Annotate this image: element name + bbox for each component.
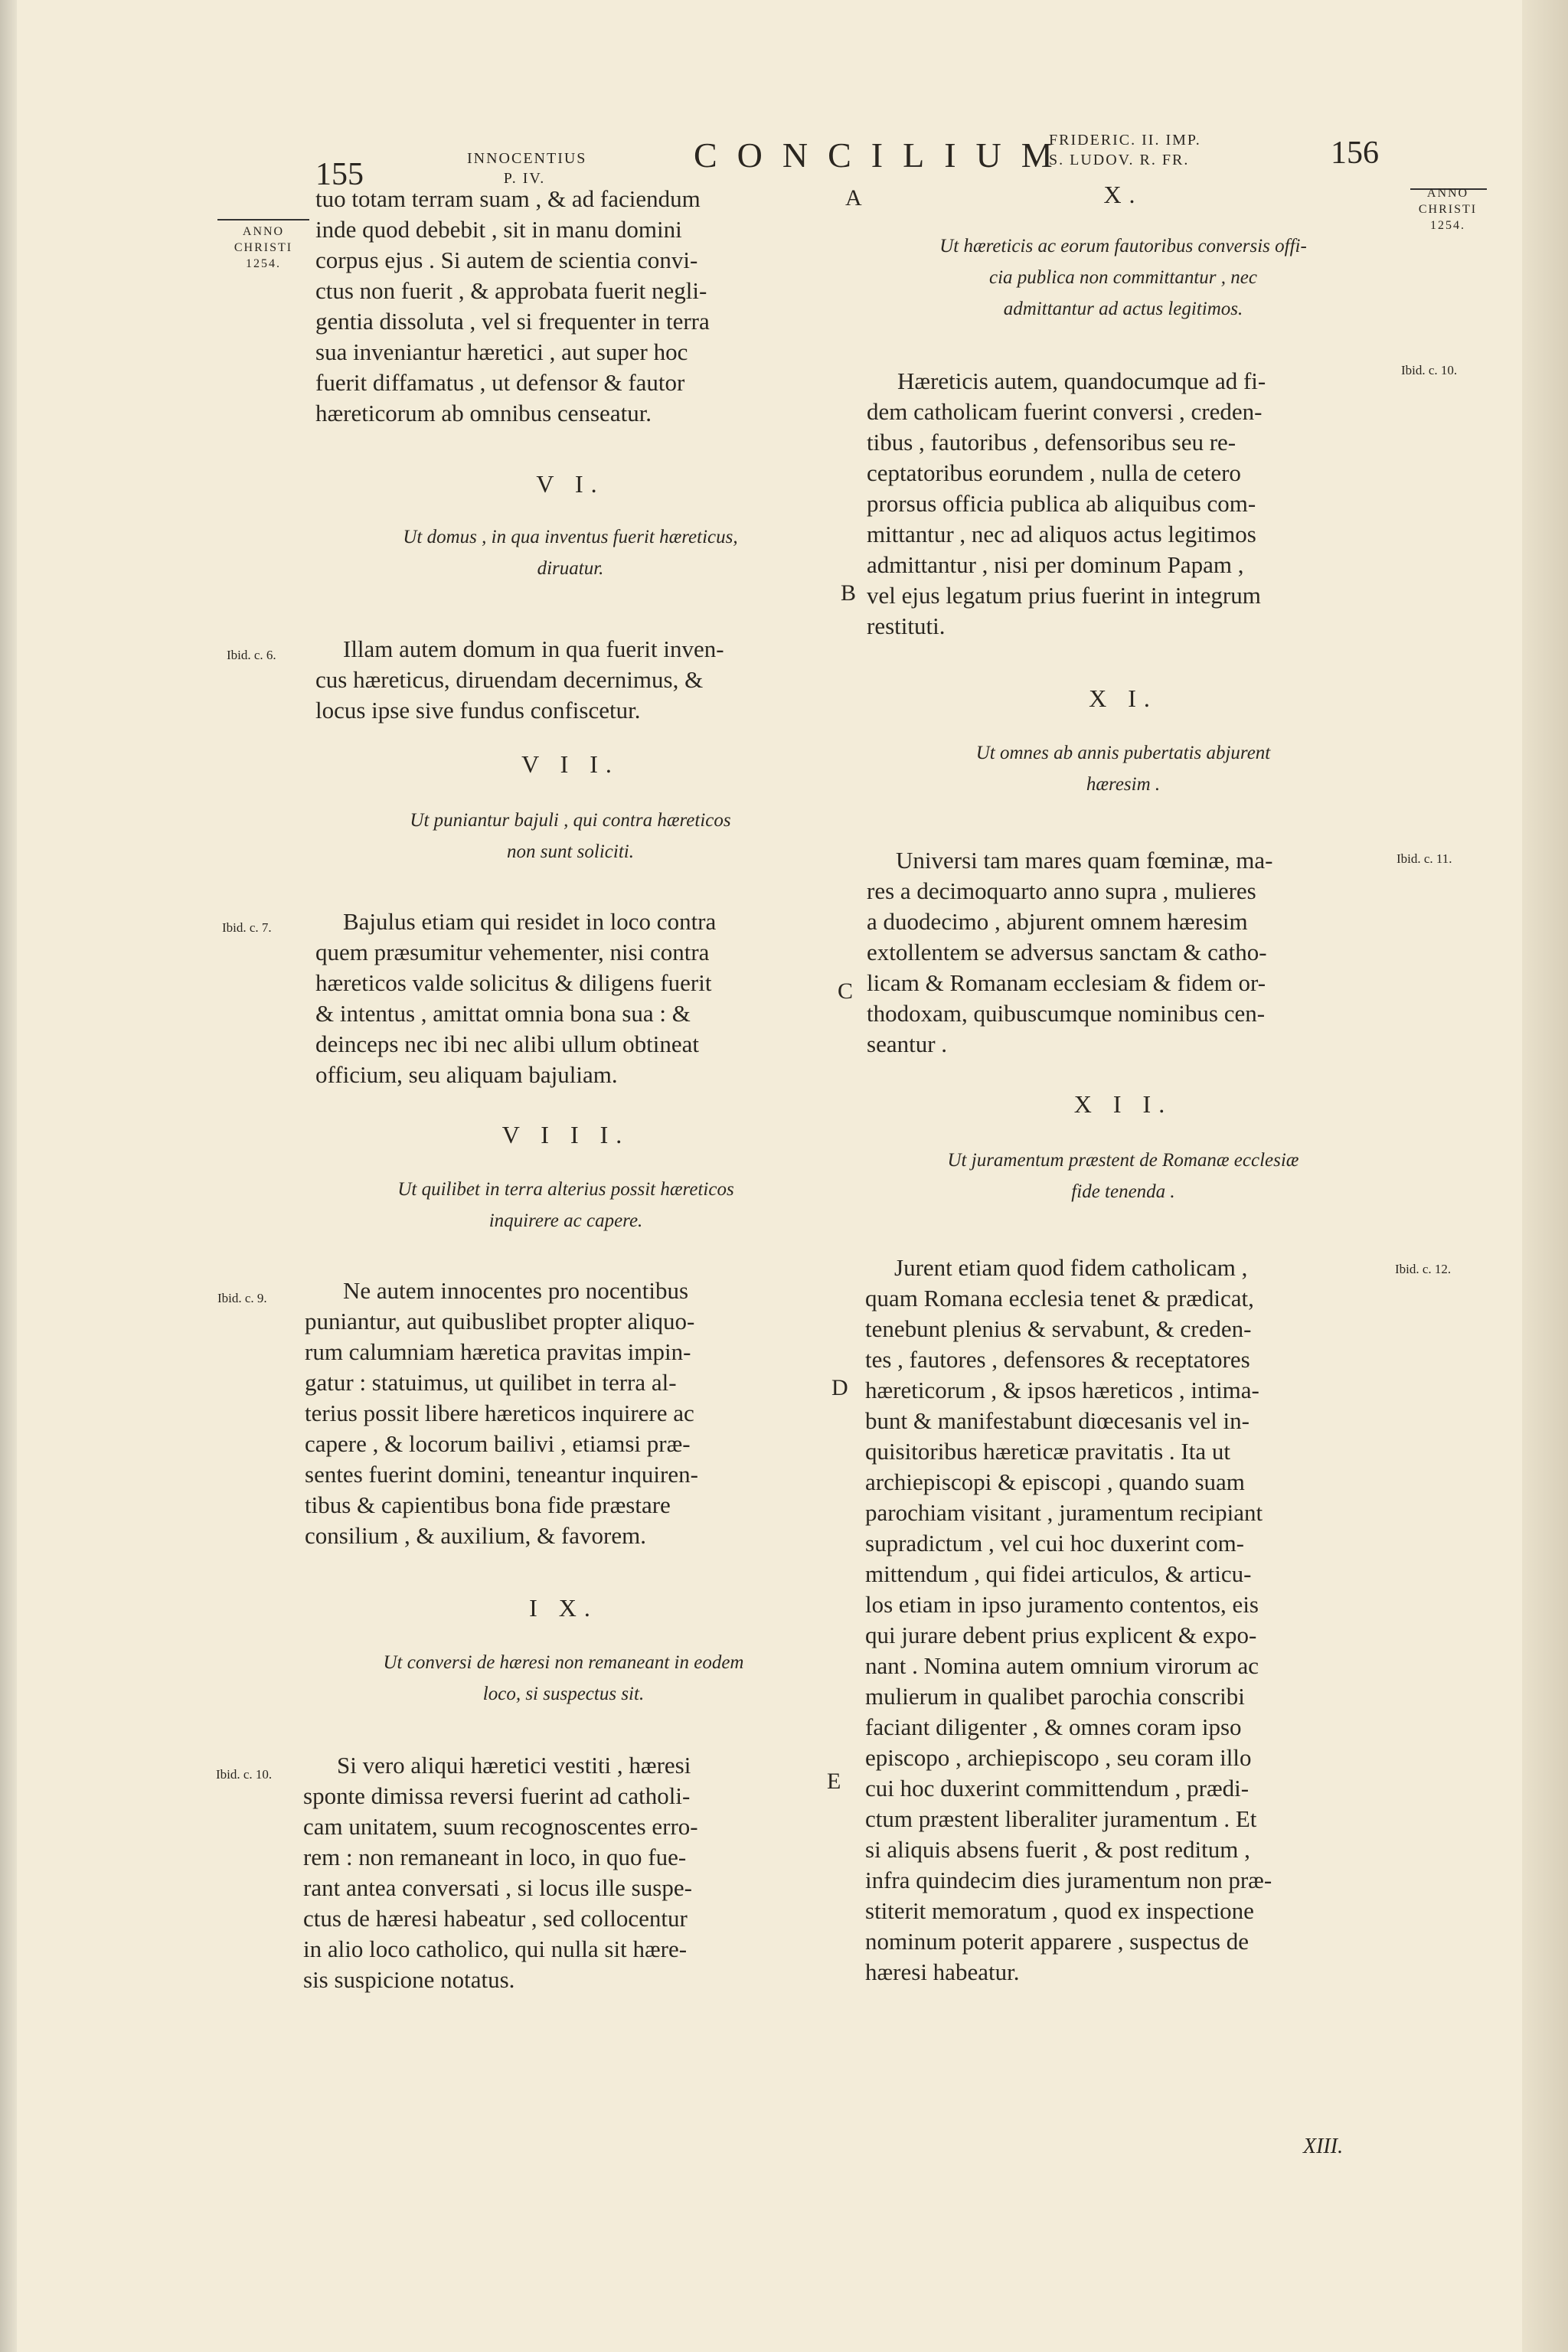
intro-line: gentia dissoluta , vel si frequenter in terra <box>315 308 710 335</box>
text-line: Universi tam mares quam fœminæ, ma- <box>896 847 1273 874</box>
intro-line: tuo totam terram suam , & ad faciendum <box>315 185 701 212</box>
section-vii-text-cont <box>315 937 825 1090</box>
text-line: si aliquis absens fuerit , & post reditum , <box>865 1836 1250 1863</box>
text-line: gatur : statuimus, ut quilibet in terra al- <box>305 1369 677 1396</box>
text-line: cui hoc duxerint committendum , prædi- <box>865 1775 1250 1802</box>
text-line: nant . Nomina autem omnium virorum ac <box>865 1652 1259 1679</box>
margin-ref-vii: Ibid. c. 7. <box>222 920 272 935</box>
text-line: hæreticorum , & ipsos hæreticos , intima- <box>865 1377 1259 1403</box>
section-viii <box>306 1121 825 1236</box>
text-line: hæresi habeatur. <box>865 1958 1020 1985</box>
section-paragraph <box>343 906 825 937</box>
running-head-right-line-1: FRIDERIC. II. IMP. <box>1049 132 1201 149</box>
text-line: nominum poterit apparere , suspectus de <box>865 1928 1250 1955</box>
section-letter-b: B <box>841 580 857 606</box>
text-line: ctum præstent liberaliter juramentum . Et <box>865 1805 1257 1832</box>
text-line: puniantur, aut quibuslibet propter aliquo- <box>305 1308 695 1334</box>
section-letter-a: A <box>845 185 862 211</box>
subtitle-line: Ut hæreticis ac eorum fautoribus conversis offi- <box>939 236 1307 256</box>
section-letter-d: D <box>831 1375 848 1400</box>
section-heading: X I. <box>1089 684 1158 712</box>
catchword: XIII. <box>1303 2135 1344 2158</box>
text-line: mittantur , nec ad aliquos actus legitimos <box>867 521 1256 547</box>
section-xii-text-cont <box>865 1283 1380 1988</box>
page-number-left: 155 <box>315 157 364 192</box>
margin-ref-x: Ibid. c. 10. <box>1401 363 1458 377</box>
section-subtitle <box>303 1647 824 1710</box>
text-line: vel ejus legatum prius fuerint in integrum <box>867 582 1261 609</box>
binding-gutter <box>0 0 17 2352</box>
section-paragraph <box>305 1306 825 1551</box>
section-subtitle <box>868 737 1378 800</box>
text-line: dem catholicam fuerint conversi , creden- <box>867 398 1263 425</box>
section-paragraph <box>867 876 1380 1060</box>
intro-line: corpus ejus . Si autem de scientia convi- <box>315 247 698 273</box>
subtitle-line: Ut conversi de hæresi non remaneant in eodem <box>383 1652 744 1673</box>
text-line: tes , fautores , defensores & receptatores <box>865 1346 1250 1373</box>
section-x-text-cont <box>867 397 1380 642</box>
section-vii <box>315 750 825 867</box>
text-line: restituti. <box>867 612 946 639</box>
margin-ref-xii: Ibid. c. 12. <box>1395 1262 1452 1276</box>
section-subtitle <box>315 805 825 867</box>
section-ix <box>303 1594 824 1710</box>
margin-year-left-3: 1254. <box>246 257 281 270</box>
section-xi <box>868 684 1378 800</box>
text-line: quisitoribus hæreticæ pravitatis . Ita ut <box>865 1438 1230 1465</box>
subtitle-line: diruatur. <box>537 558 604 579</box>
text-line: Ne autem innocentes pro nocentibus <box>343 1277 689 1304</box>
margin-year-left <box>210 224 317 272</box>
subtitle-line: Ut omnes ab annis pubertatis abjurent <box>975 743 1271 763</box>
section-paragraph <box>337 1750 824 1781</box>
subtitle-line: Ut juramentum præstent de Romanæ ecclesiæ <box>947 1150 1299 1171</box>
section-letter-e: E <box>827 1769 841 1794</box>
text-line: los etiam in ipso juramento contentos, eis <box>865 1591 1259 1618</box>
section-vii-text <box>343 906 825 937</box>
subtitle-line: Ut quilibet in terra alterius possit hæreticos <box>397 1179 734 1200</box>
subtitle-line: non sunt soliciti. <box>507 841 634 862</box>
subtitle-line: admittantur ad actus legitimos. <box>1003 299 1243 319</box>
subtitle-line: Ut domus , in qua inventus fuerit hæreticus, <box>403 527 738 547</box>
section-viii-text <box>343 1276 825 1306</box>
section-xi-text <box>896 845 1380 876</box>
section-paragraph <box>865 1283 1380 1988</box>
text-line: quem præsumitur vehementer, nisi contra <box>315 939 710 965</box>
text-line: consilium , & auxilium, & favorem. <box>305 1522 646 1549</box>
text-line: ceptatoribus eorundem , nulla de cetero <box>867 459 1241 486</box>
text-line: bunt & manifestabunt diœcesanis vel in- <box>865 1407 1250 1434</box>
text-line: prorsus officia publica ab aliquibus com- <box>867 490 1256 517</box>
text-line: Hæreticis autem, quandocumque ad fi- <box>897 368 1266 394</box>
next-page-edge <box>1522 0 1568 2352</box>
left-column <box>315 184 825 429</box>
intro-line: fuerit diffamatus , ut defensor & fautor <box>315 369 685 396</box>
text-line: quam Romana ecclesia tenet & prædicat, <box>865 1285 1254 1312</box>
section-paragraph <box>896 845 1380 876</box>
margin-ref-vi: Ibid. c. 6. <box>227 648 276 662</box>
text-line: episcopo , archiepiscopo , seu coram illo <box>865 1744 1252 1771</box>
section-heading: X I I. <box>1073 1090 1173 1118</box>
section-x-text <box>897 366 1380 397</box>
text-line: thodoxam, quibuscumque nominibus cen- <box>867 1000 1266 1027</box>
section-x <box>868 181 1378 325</box>
text-line: Si vero aliqui hæretici vestiti , hæresi <box>337 1752 691 1779</box>
text-line: rant antea conversati , si locus ille suspe- <box>303 1874 692 1901</box>
section-paragraph <box>343 1276 825 1306</box>
text-line: supradictum , vel cui hoc duxerint com- <box>865 1530 1245 1557</box>
text-line: admittantur , nisi per dominum Papam , <box>867 551 1244 578</box>
section-paragraph <box>897 366 1380 397</box>
text-line: officium, seu aliquam bajuliam. <box>315 1061 618 1088</box>
text-line: extollentem se adversus sanctam & catho- <box>867 939 1267 965</box>
text-line: seantur . <box>867 1031 948 1057</box>
intro-line: ctus non fuerit , & approbata fuerit negli- <box>315 277 707 304</box>
text-line: parochiam visitant , juramentum recipiant <box>865 1499 1263 1526</box>
text-line: deinceps nec ibi nec alibi ullum obtineat <box>315 1031 700 1057</box>
running-head-right <box>1049 130 1271 170</box>
running-head-left <box>467 149 587 188</box>
margin-year-left-2: CHRISTI <box>234 241 293 254</box>
running-head-right-line-2: S. LUDOV. R. FR. <box>1049 152 1190 168</box>
text-line: sentes fuerint domini, teneantur inquiren- <box>305 1461 698 1488</box>
text-line: ctus de hæresi habeatur , sed collocentur <box>303 1905 688 1932</box>
section-subtitle <box>315 521 825 584</box>
text-line: a duodecimo , abjurent omnem hæresim <box>867 908 1248 935</box>
section-vi-text <box>343 634 825 665</box>
text-line: & intentus , amittat omnia bona sua : & <box>315 1000 691 1027</box>
subtitle-line: Ut puniantur bajuli , qui contra hæreticos <box>410 810 731 831</box>
text-line: res a decimoquarto anno supra , mulieres <box>867 877 1256 904</box>
intro-line: hæreticorum ab omnibus censeatur. <box>315 400 652 426</box>
margin-year-left-1: ANNO <box>242 225 285 238</box>
subtitle-line: inquirere ac capere. <box>488 1210 643 1231</box>
section-heading: V I I. <box>521 750 619 778</box>
text-line: Bajulus etiam qui residet in loco contra <box>343 908 717 935</box>
section-subtitle <box>868 1145 1378 1207</box>
text-line: mittendum , qui fidei articulos, & articu- <box>865 1560 1252 1587</box>
text-line: capere , & locorum bailivi , etiamsi præ- <box>305 1430 691 1457</box>
section-paragraph <box>303 1781 824 1995</box>
section-heading: I X. <box>529 1594 598 1622</box>
text-line: archiepiscopi & episcopi , quando suam <box>865 1468 1245 1495</box>
text-line: terius possit libere hæreticos inquirere ac <box>305 1400 694 1426</box>
margin-ref-ix: Ibid. c. 10. <box>216 1767 273 1782</box>
text-line: tenebunt plenius & servabunt, & creden- <box>865 1315 1252 1342</box>
margin-ref-viii: Ibid. c. 9. <box>217 1291 267 1305</box>
text-line: tibus , fautoribus , defensoribus seu re- <box>867 429 1236 456</box>
section-paragraph <box>315 937 825 1090</box>
text-line: mulierum in qualibet parochia conscribi <box>865 1683 1245 1710</box>
text-line: locus ipse sive fundus confiscetur. <box>315 697 641 724</box>
text-line: Illam autem domum in qua fuerit inven- <box>343 635 724 662</box>
margin-rule-left <box>217 219 309 220</box>
margin-year-right <box>1398 185 1498 234</box>
section-xi-text-cont <box>867 876 1380 1060</box>
section-ix-text <box>337 1750 824 1781</box>
page-title: CONCILIUM <box>694 136 1073 175</box>
section-paragraph <box>867 397 1380 642</box>
text-line: rem : non remaneant in loco, in quo fue- <box>303 1844 687 1870</box>
subtitle-line: loco, si suspectus sit. <box>482 1684 645 1704</box>
text-line: rum calumniam hæretica pravitas impin- <box>305 1338 691 1365</box>
running-head-left-line-1: INNOCENTIUS <box>467 150 587 167</box>
text-line: qui jurare debent prius explicent & expo- <box>865 1622 1257 1648</box>
text-line: cus hæreticus, diruendam decernimus, & <box>315 666 704 693</box>
section-vi <box>315 470 825 584</box>
section-paragraph <box>894 1253 1380 1283</box>
section-heading: X. <box>1103 181 1143 208</box>
text-line: faciant diligenter , & omnes coram ipso <box>865 1713 1242 1740</box>
section-xii <box>868 1090 1378 1207</box>
text-line: licam & Romanam ecclesiam & fidem or- <box>867 969 1266 996</box>
text-line: cam unitatem, suum recognoscentes erro- <box>303 1813 698 1840</box>
text-line: hæreticos valde solicitus & diligens fuerit <box>315 969 712 996</box>
section-letter-c: C <box>838 978 854 1004</box>
section-subtitle <box>868 230 1378 325</box>
intro-line: inde quod debebit , sit in manu domini <box>315 216 682 243</box>
page-number-right: 156 <box>1331 136 1379 171</box>
section-paragraph <box>343 634 825 665</box>
text-line: sponte dimissa reversi fuerint ad catholi- <box>303 1782 691 1809</box>
intro-line: sua inveniantur hæretici , aut super hoc <box>315 338 688 365</box>
subtitle-line: fide tenenda . <box>1071 1181 1175 1202</box>
section-xii-text <box>894 1253 1380 1283</box>
section-vi-text-cont <box>315 665 825 726</box>
intro-paragraph <box>315 184 825 429</box>
section-viii-text-cont <box>305 1306 825 1551</box>
text-line: tibus & capientibus bona fide præstare <box>305 1491 671 1518</box>
section-ix-text-cont <box>303 1781 824 1995</box>
text-line: infra quindecim dies juramentum non præ- <box>865 1867 1272 1893</box>
margin-year-right-2: CHRISTI <box>1418 203 1478 216</box>
text-line: stiterit memoratum , quod ex inspectione <box>865 1897 1254 1924</box>
section-heading: V I. <box>536 470 605 498</box>
section-paragraph <box>315 665 825 726</box>
section-heading: V I I I. <box>501 1121 630 1148</box>
section-subtitle <box>306 1174 825 1236</box>
text-line: sis suspicione notatus. <box>303 1966 515 1993</box>
margin-year-right-3: 1254. <box>1430 219 1465 232</box>
subtitle-line: hæresim . <box>1086 774 1161 795</box>
running-head-left-line-2: P. IV. <box>503 170 546 187</box>
text-line: in alio loco catholico, qui nulla sit hære- <box>303 1936 688 1962</box>
margin-year-right-1: ANNO <box>1426 187 1469 200</box>
text-line: Jurent etiam quod fidem catholicam , <box>894 1254 1248 1281</box>
subtitle-line: cia publica non committantur , nec <box>989 267 1257 288</box>
margin-ref-xi: Ibid. c. 11. <box>1396 851 1452 866</box>
